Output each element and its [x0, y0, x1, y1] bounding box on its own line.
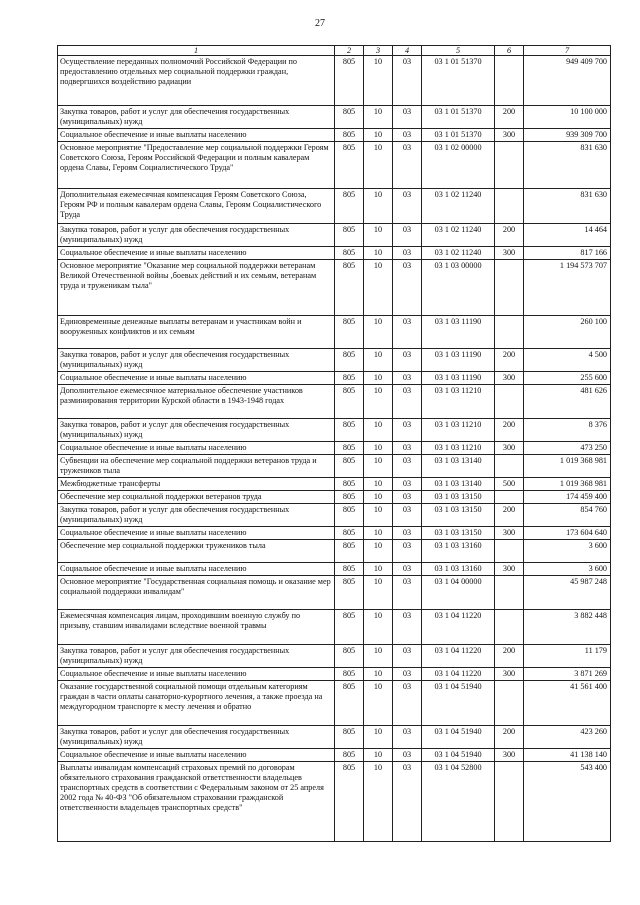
row-code-cell: 10	[364, 372, 393, 385]
row-code-cell: 200	[495, 419, 524, 442]
table-row	[58, 504, 611, 527]
row-name-cell: Социальное обеспечение и иные выплаты населению	[58, 563, 335, 576]
row-name-cell: Закупка товаров, работ и услуг для обеспечения государственных (муниципальных) нужд	[58, 224, 335, 247]
row-code-cell: 10	[364, 762, 393, 842]
table-row	[58, 563, 611, 576]
row-name-cell: Социальное обеспечение и иные выплаты населению	[58, 749, 335, 762]
row-amount-cell: 473 250	[524, 442, 611, 455]
row-name-cell: Выплаты инвалидам компенсаций страховых премий по договорам обязательного страхования гражданской ответственности владельцев транспортных средств в соответствии с Федеральным законом от 25 апреля 2002 года № 40-ФЗ "Об обязательном страховании гражданской ответственности владельцев транспортных средств"	[58, 762, 335, 842]
table-row	[58, 576, 611, 610]
row-name-cell: Дополнительное ежемесячное материальное обеспечение участников разминирования территории Курской области в 1943-1948 годах	[58, 385, 335, 419]
row-name-cell: Социальное обеспечение и иные выплаты населению	[58, 247, 335, 260]
row-code-cell: 10	[364, 610, 393, 645]
row-code-cell: 03	[393, 129, 422, 142]
row-code-cell: 03 1 02 11240	[422, 189, 495, 224]
row-code-cell: 805	[335, 749, 364, 762]
row-code-cell	[495, 455, 524, 478]
table-row	[58, 106, 611, 129]
row-amount-cell: 854 760	[524, 504, 611, 527]
column-header: 5	[422, 46, 495, 56]
row-code-cell: 300	[495, 372, 524, 385]
row-code-cell: 03 1 01 51370	[422, 129, 495, 142]
row-code-cell: 03	[393, 563, 422, 576]
row-code-cell: 805	[335, 260, 364, 316]
table-header-row	[58, 46, 611, 56]
row-name-cell: Единовременные денежные выплаты ветеранам и участникам войн и вооруженных конфликтов и их семьям	[58, 316, 335, 349]
row-code-cell: 805	[335, 316, 364, 349]
row-code-cell: 03	[393, 749, 422, 762]
page-number: 27	[315, 18, 325, 29]
row-code-cell: 805	[335, 563, 364, 576]
column-header: 7	[524, 46, 611, 56]
row-code-cell	[495, 762, 524, 842]
table-row	[58, 56, 611, 106]
row-code-cell: 03 1 03 11210	[422, 442, 495, 455]
table-row	[58, 189, 611, 224]
row-amount-cell: 1 019 368 981	[524, 478, 611, 491]
column-header: 1	[58, 46, 335, 56]
row-name-cell: Ежемесячная компенсация лицам, проходившим военную службу по призыву, ставшим инвалидами вследствие военной травмы	[58, 610, 335, 645]
row-code-cell: 03	[393, 106, 422, 129]
row-code-cell: 805	[335, 504, 364, 527]
row-code-cell: 10	[364, 491, 393, 504]
row-amount-cell: 173 604 640	[524, 527, 611, 540]
row-name-cell: Осуществление переданных полномочий Российской Федерации по предоставлению отдельных мер социальной поддержки граждан, подвергшихся воздействию радиации	[58, 56, 335, 106]
row-code-cell: 300	[495, 247, 524, 260]
table-row	[58, 129, 611, 142]
row-code-cell: 300	[495, 527, 524, 540]
row-code-cell: 10	[364, 142, 393, 189]
row-code-cell: 03	[393, 645, 422, 668]
row-code-cell: 03 1 02 00000	[422, 142, 495, 189]
table-row	[58, 749, 611, 762]
row-name-cell: Основное мероприятие "Государственная социальная помощь и оказание мер социальной поддержки инвалидам"	[58, 576, 335, 610]
row-code-cell: 10	[364, 563, 393, 576]
table-row	[58, 478, 611, 491]
row-code-cell: 805	[335, 385, 364, 419]
row-code-cell: 300	[495, 668, 524, 681]
row-amount-cell: 423 260	[524, 726, 611, 749]
row-code-cell: 10	[364, 540, 393, 563]
row-code-cell: 03 1 04 51940	[422, 726, 495, 749]
row-amount-cell: 174 459 400	[524, 491, 611, 504]
row-code-cell: 03 1 03 13150	[422, 527, 495, 540]
row-code-cell: 805	[335, 455, 364, 478]
row-amount-cell: 41 561 400	[524, 681, 611, 726]
row-code-cell	[495, 142, 524, 189]
row-code-cell	[495, 681, 524, 726]
row-name-cell: Закупка товаров, работ и услуг для обеспечения государственных (муниципальных) нужд	[58, 106, 335, 129]
budget-table	[57, 45, 611, 842]
row-code-cell: 805	[335, 142, 364, 189]
table-row	[58, 668, 611, 681]
row-code-cell: 03	[393, 527, 422, 540]
row-code-cell: 03	[393, 610, 422, 645]
row-amount-cell: 45 987 248	[524, 576, 611, 610]
row-code-cell: 10	[364, 316, 393, 349]
row-code-cell: 03	[393, 668, 422, 681]
table-row	[58, 645, 611, 668]
table-row	[58, 491, 611, 504]
row-name-cell: Закупка товаров, работ и услуг для обеспечения государственных (муниципальных) нужд	[58, 645, 335, 668]
row-amount-cell: 1 194 573 707	[524, 260, 611, 316]
row-code-cell: 03	[393, 540, 422, 563]
row-amount-cell: 4 500	[524, 349, 611, 372]
row-code-cell: 200	[495, 106, 524, 129]
row-code-cell: 03 1 03 00000	[422, 260, 495, 316]
row-amount-cell: 255 600	[524, 372, 611, 385]
row-amount-cell: 949 409 700	[524, 56, 611, 106]
row-code-cell: 03	[393, 576, 422, 610]
row-code-cell: 200	[495, 504, 524, 527]
row-code-cell: 300	[495, 442, 524, 455]
row-code-cell: 200	[495, 349, 524, 372]
row-code-cell: 300	[495, 129, 524, 142]
row-name-cell: Закупка товаров, работ и услуг для обеспечения государственных (муниципальных) нужд	[58, 349, 335, 372]
row-code-cell	[495, 316, 524, 349]
row-amount-cell: 3 600	[524, 540, 611, 563]
row-code-cell: 805	[335, 491, 364, 504]
row-code-cell: 805	[335, 610, 364, 645]
row-code-cell: 03 1 03 11190	[422, 316, 495, 349]
row-code-cell: 805	[335, 129, 364, 142]
row-amount-cell: 14 464	[524, 224, 611, 247]
row-code-cell: 10	[364, 681, 393, 726]
row-amount-cell: 481 626	[524, 385, 611, 419]
table-row	[58, 385, 611, 419]
row-code-cell: 805	[335, 681, 364, 726]
row-code-cell: 300	[495, 563, 524, 576]
row-code-cell: 03	[393, 478, 422, 491]
row-code-cell: 03 1 02 11240	[422, 224, 495, 247]
row-code-cell: 805	[335, 56, 364, 106]
row-code-cell: 805	[335, 372, 364, 385]
row-code-cell: 03 1 01 51370	[422, 56, 495, 106]
row-code-cell: 03 1 04 52800	[422, 762, 495, 842]
row-code-cell: 10	[364, 527, 393, 540]
row-code-cell: 805	[335, 478, 364, 491]
row-code-cell: 805	[335, 419, 364, 442]
row-code-cell: 03	[393, 504, 422, 527]
row-code-cell: 805	[335, 189, 364, 224]
row-amount-cell: 10 100 000	[524, 106, 611, 129]
row-code-cell: 10	[364, 129, 393, 142]
row-code-cell: 03 1 03 11210	[422, 385, 495, 419]
row-amount-cell: 3 600	[524, 563, 611, 576]
row-code-cell: 500	[495, 478, 524, 491]
row-code-cell: 10	[364, 106, 393, 129]
row-code-cell	[495, 540, 524, 563]
row-code-cell: 03 1 04 11220	[422, 645, 495, 668]
row-name-cell: Социальное обеспечение и иные выплаты населению	[58, 372, 335, 385]
row-code-cell: 03	[393, 372, 422, 385]
row-code-cell	[495, 260, 524, 316]
row-code-cell: 10	[364, 224, 393, 247]
row-code-cell	[495, 610, 524, 645]
row-amount-cell: 8 376	[524, 419, 611, 442]
row-code-cell: 03 1 04 11220	[422, 668, 495, 681]
table-row	[58, 681, 611, 726]
row-amount-cell: 939 309 700	[524, 129, 611, 142]
row-amount-cell: 11 179	[524, 645, 611, 668]
row-code-cell: 805	[335, 726, 364, 749]
row-code-cell: 10	[364, 455, 393, 478]
row-code-cell: 805	[335, 762, 364, 842]
row-code-cell: 03	[393, 455, 422, 478]
column-header: 4	[393, 46, 422, 56]
row-amount-cell: 3 871 269	[524, 668, 611, 681]
table-row	[58, 349, 611, 372]
column-header: 3	[364, 46, 393, 56]
row-code-cell: 03	[393, 419, 422, 442]
row-code-cell: 10	[364, 419, 393, 442]
row-code-cell: 10	[364, 478, 393, 491]
row-code-cell: 03	[393, 681, 422, 726]
column-header: 2	[335, 46, 364, 56]
row-amount-cell: 1 019 368 981	[524, 455, 611, 478]
row-code-cell: 10	[364, 442, 393, 455]
row-code-cell: 03 1 04 11220	[422, 610, 495, 645]
row-code-cell: 03 1 03 13150	[422, 491, 495, 504]
row-code-cell: 805	[335, 442, 364, 455]
row-amount-cell: 41 138 140	[524, 749, 611, 762]
row-name-cell: Социальное обеспечение и иные выплаты населению	[58, 668, 335, 681]
row-code-cell: 10	[364, 504, 393, 527]
table-row	[58, 247, 611, 260]
row-code-cell: 03 1 03 13150	[422, 504, 495, 527]
row-code-cell	[495, 56, 524, 106]
row-code-cell: 03 1 03 11190	[422, 372, 495, 385]
row-amount-cell: 817 166	[524, 247, 611, 260]
row-code-cell: 03 1 03 13140	[422, 478, 495, 491]
row-name-cell: Закупка товаров, работ и услуг для обеспечения государственных (муниципальных) нужд	[58, 726, 335, 749]
row-code-cell: 300	[495, 749, 524, 762]
row-code-cell: 03 1 04 51940	[422, 749, 495, 762]
row-name-cell: Обеспечение мер социальной поддержки ветеранов труда	[58, 491, 335, 504]
row-name-cell: Обеспечение мер социальной поддержки тружеников тыла	[58, 540, 335, 563]
row-name-cell: Закупка товаров, работ и услуг для обеспечения государственных (муниципальных) нужд	[58, 504, 335, 527]
row-code-cell: 805	[335, 645, 364, 668]
row-code-cell: 03	[393, 762, 422, 842]
row-name-cell: Дополнительная ежемесячная компенсация Героям Советского Союза, Героям РФ и полным кавалерам ордена Славы, Героям Социалистического Труда	[58, 189, 335, 224]
row-name-cell: Основное мероприятие "Предоставление мер социальной поддержки Героям Советского Союза, Героям Российской Федерации и полным кавалерам ордена Славы, Героям Социалистического Труда"	[58, 142, 335, 189]
row-code-cell: 10	[364, 668, 393, 681]
row-code-cell: 03	[393, 142, 422, 189]
row-code-cell: 200	[495, 726, 524, 749]
row-code-cell: 805	[335, 527, 364, 540]
row-code-cell: 10	[364, 645, 393, 668]
row-code-cell: 03	[393, 224, 422, 247]
row-code-cell: 10	[364, 385, 393, 419]
row-code-cell: 805	[335, 576, 364, 610]
row-code-cell: 805	[335, 224, 364, 247]
table-row	[58, 224, 611, 247]
row-code-cell: 03	[393, 385, 422, 419]
row-code-cell: 805	[335, 349, 364, 372]
row-code-cell: 03	[393, 189, 422, 224]
row-code-cell: 03 1 04 00000	[422, 576, 495, 610]
row-code-cell: 10	[364, 749, 393, 762]
table-row	[58, 726, 611, 749]
row-code-cell: 200	[495, 645, 524, 668]
row-code-cell: 03	[393, 56, 422, 106]
row-code-cell: 10	[364, 260, 393, 316]
row-code-cell	[495, 576, 524, 610]
row-code-cell: 03	[393, 316, 422, 349]
row-amount-cell: 260 100	[524, 316, 611, 349]
table-row	[58, 442, 611, 455]
table-row	[58, 316, 611, 349]
row-code-cell: 03 1 03 11190	[422, 349, 495, 372]
row-code-cell: 03	[393, 491, 422, 504]
row-name-cell: Основное мероприятие "Оказание мер социальной поддержки ветеранам Великой Отечественной войны ,боевых действий и их семьям, ветеранам труда и труженикам тыла"	[58, 260, 335, 316]
row-code-cell: 200	[495, 224, 524, 247]
row-code-cell: 03	[393, 726, 422, 749]
row-code-cell: 03 1 02 11240	[422, 247, 495, 260]
row-name-cell: Субвенции на обеспечение мер социальной поддержки ветеранов труда и тружеников тыла	[58, 455, 335, 478]
row-code-cell: 10	[364, 349, 393, 372]
row-name-cell: Социальное обеспечение и иные выплаты населению	[58, 527, 335, 540]
row-code-cell: 10	[364, 726, 393, 749]
row-code-cell: 03 1 03 13160	[422, 563, 495, 576]
row-amount-cell: 831 630	[524, 189, 611, 224]
row-code-cell	[495, 385, 524, 419]
row-name-cell: Социальное обеспечение и иные выплаты населению	[58, 442, 335, 455]
row-name-cell: Закупка товаров, работ и услуг для обеспечения государственных (муниципальных) нужд	[58, 419, 335, 442]
row-code-cell: 10	[364, 56, 393, 106]
row-name-cell: Межбюджетные трансферты	[58, 478, 335, 491]
row-name-cell: Социальное обеспечение и иные выплаты населению	[58, 129, 335, 142]
row-name-cell: Оказание государственной социальной помощи отдельным категориям граждан в части оплаты санаторно-курортного лечения, а также проезда на междугородном транспорте к месту лечения и обратно	[58, 681, 335, 726]
column-header: 6	[495, 46, 524, 56]
row-code-cell: 03	[393, 349, 422, 372]
table-row	[58, 419, 611, 442]
row-code-cell: 10	[364, 576, 393, 610]
row-code-cell: 805	[335, 247, 364, 260]
row-code-cell: 805	[335, 540, 364, 563]
row-code-cell: 10	[364, 247, 393, 260]
table-row	[58, 142, 611, 189]
row-code-cell: 03	[393, 247, 422, 260]
table-row	[58, 610, 611, 645]
row-code-cell: 03	[393, 260, 422, 316]
table-row	[58, 540, 611, 563]
table-row	[58, 527, 611, 540]
row-code-cell: 03 1 03 11210	[422, 419, 495, 442]
row-code-cell: 805	[335, 668, 364, 681]
row-code-cell: 03 1 03 13140	[422, 455, 495, 478]
row-code-cell	[495, 189, 524, 224]
row-code-cell: 03 1 01 51370	[422, 106, 495, 129]
table-row	[58, 372, 611, 385]
row-code-cell: 03	[393, 442, 422, 455]
row-amount-cell: 3 882 448	[524, 610, 611, 645]
table-row	[58, 762, 611, 842]
row-code-cell: 03 1 03 13160	[422, 540, 495, 563]
row-amount-cell: 831 630	[524, 142, 611, 189]
row-code-cell: 03 1 04 51940	[422, 681, 495, 726]
table-row	[58, 455, 611, 478]
row-code-cell: 10	[364, 189, 393, 224]
row-code-cell	[495, 491, 524, 504]
table-row	[58, 260, 611, 316]
row-amount-cell: 543 400	[524, 762, 611, 842]
row-code-cell: 805	[335, 106, 364, 129]
